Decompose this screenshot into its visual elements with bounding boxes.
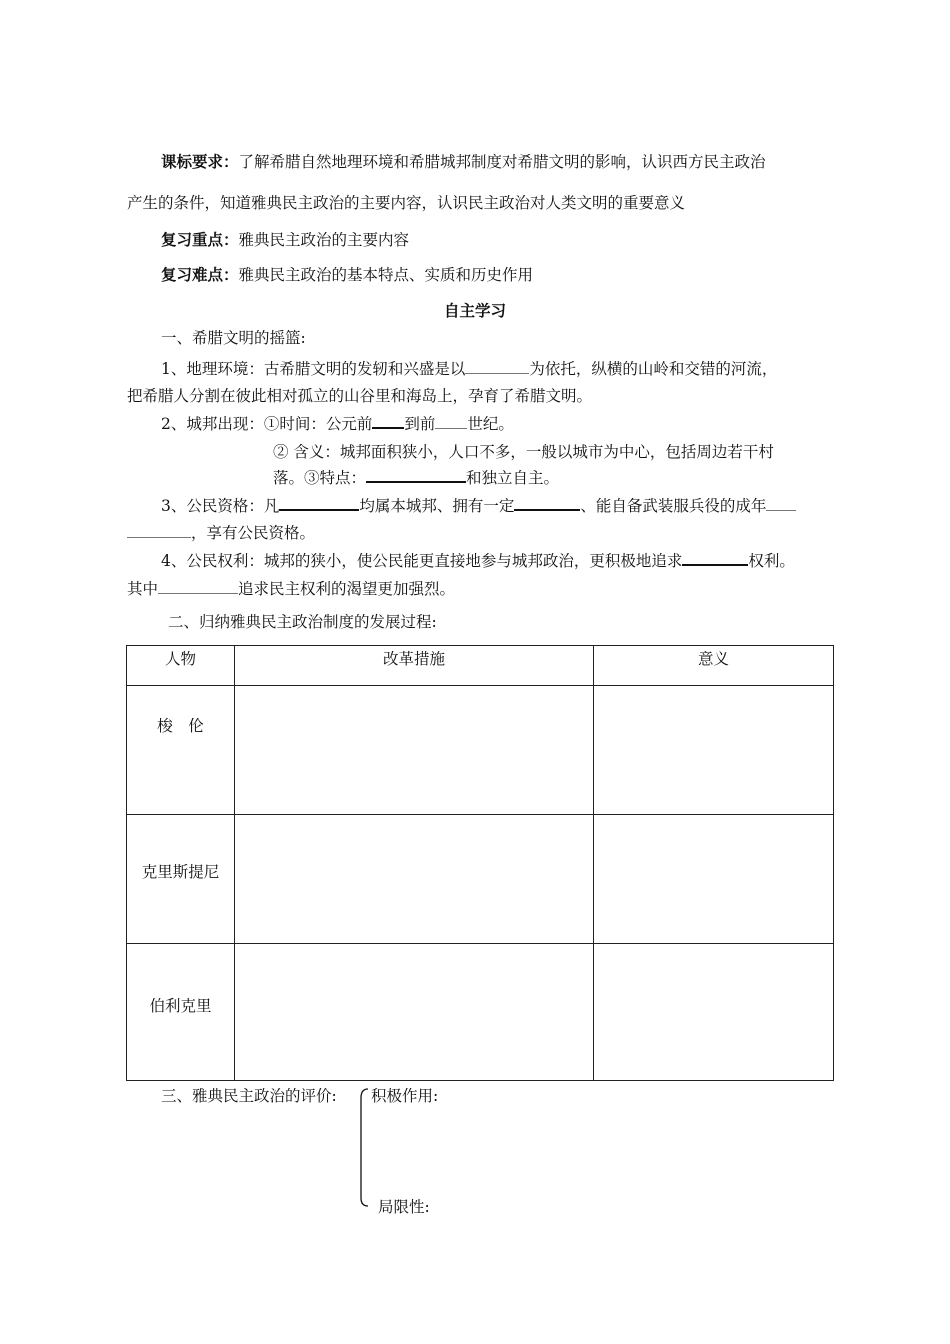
item3-text-a: 3、公民资格：凡 xyxy=(161,497,280,515)
item3-line-2 xyxy=(127,522,315,544)
person-cell xyxy=(127,944,235,1081)
item1-text-b: 为依托，纵横的山岭和交错的河流， xyxy=(529,360,778,378)
person-cell xyxy=(127,686,235,815)
item4-text-d: 追求民主权利的渴望更加强烈。 xyxy=(238,580,456,598)
blank-citizen-birth[interactable] xyxy=(279,495,359,511)
significance-cell[interactable] xyxy=(594,815,834,944)
blank-property[interactable] xyxy=(514,495,580,511)
item2-line-3 xyxy=(273,467,559,489)
header-person: 人物 xyxy=(127,646,235,686)
measures-cell[interactable] xyxy=(235,815,594,944)
limitation-label: 局限性: xyxy=(378,1198,430,1216)
difficulty-label: 复习难点： xyxy=(161,266,239,284)
item2-line-1 xyxy=(161,413,514,435)
part3-heading: 三、雅典民主政治的评价: xyxy=(161,1087,337,1105)
requirement-text-1: 了解希腊自然地理环境和希腊城邦制度对希腊文明的影响，认识西方民主政治 xyxy=(238,153,766,171)
focus-line xyxy=(161,229,409,251)
item3-text-c: 、能自备武装服兵役的成年 xyxy=(580,497,767,515)
measures-cell[interactable] xyxy=(235,686,594,815)
item2-text-f: 和独立自主。 xyxy=(466,469,560,487)
measures-cell[interactable] xyxy=(235,944,594,1081)
item3-line-1 xyxy=(161,495,796,517)
item2-text-e: 落。③特点： xyxy=(273,469,367,487)
blank-adult-part1[interactable] xyxy=(766,496,796,511)
significance-cell[interactable] xyxy=(594,944,834,1081)
focus-text: 雅典民主政治的主要内容 xyxy=(238,231,410,249)
table-row xyxy=(127,944,834,1081)
blank-century-end[interactable] xyxy=(435,414,467,429)
blank-century-start[interactable] xyxy=(372,413,404,429)
person-name: 伯利克里 xyxy=(149,997,212,1015)
reform-table xyxy=(126,645,834,1081)
item3-text-d: ，享有公民资格。 xyxy=(191,524,316,542)
blank-city-feature[interactable] xyxy=(366,467,466,483)
item4-line-2 xyxy=(127,578,455,600)
item1-line-1 xyxy=(161,358,777,380)
positive-label: 积极作用: xyxy=(371,1087,439,1105)
item3-text-b: 均属本城邦、拥有一定 xyxy=(359,497,515,515)
item1-line-2: 把希腊人分割在彼此相对孤立的山谷里和海岛上，孕育了希腊文明。 xyxy=(127,387,593,405)
item2-text-c: 世纪。 xyxy=(467,415,514,433)
item2-text-a: 2、城邦出现：①时间：公元前 xyxy=(161,415,373,433)
person-name: 克里斯提尼 xyxy=(141,863,220,881)
significance-cell[interactable] xyxy=(594,686,834,815)
item2-line-2: ② 含义：城邦面积狭小，人口不多，一般以城市为中心，包括周边若干村 xyxy=(273,443,774,461)
section-title: 自主学习 xyxy=(443,302,506,320)
requirement-label: 课标要求： xyxy=(161,153,239,171)
difficulty-line xyxy=(161,264,533,286)
blank-rights[interactable] xyxy=(682,550,748,566)
item2-text-b: 到前 xyxy=(404,415,436,433)
part1-heading: 一、希腊文明的摇篮: xyxy=(161,329,306,347)
brace-icon xyxy=(352,1086,372,1210)
person-name: 梭 伦 xyxy=(157,717,204,735)
part2-heading: 二、归纳雅典民主政治制度的发展过程: xyxy=(168,613,437,631)
table-row xyxy=(127,686,834,815)
table-header-row xyxy=(127,646,834,686)
table-row xyxy=(127,815,834,944)
item1-text-a: 1、地理环境：古希腊文明的发轫和兴盛是以 xyxy=(161,360,466,378)
blank-adult-part2[interactable] xyxy=(127,523,191,538)
person-cell xyxy=(127,815,235,944)
header-significance: 意义 xyxy=(594,646,834,686)
blank-geography[interactable] xyxy=(465,359,529,374)
item4-text-c: 其中 xyxy=(127,580,159,598)
item4-text-a: 4、公民权利：城邦的狭小，使公民能更直接地参与城邦政治，更积极地追求 xyxy=(161,552,683,570)
item4-text-b: 权利。 xyxy=(748,552,795,570)
difficulty-text: 雅典民主政治的基本特点、实质和历史作用 xyxy=(238,266,534,284)
blank-who[interactable] xyxy=(158,579,238,594)
requirement-line-1 xyxy=(161,151,766,173)
item4-line-1 xyxy=(161,550,795,572)
requirement-line-2: 产生的条件，知道雅典民主政治的主要内容，认识民主政治对人类文明的重要意义 xyxy=(127,194,686,212)
focus-label: 复习重点： xyxy=(161,231,239,249)
header-measures: 改革措施 xyxy=(235,646,594,686)
